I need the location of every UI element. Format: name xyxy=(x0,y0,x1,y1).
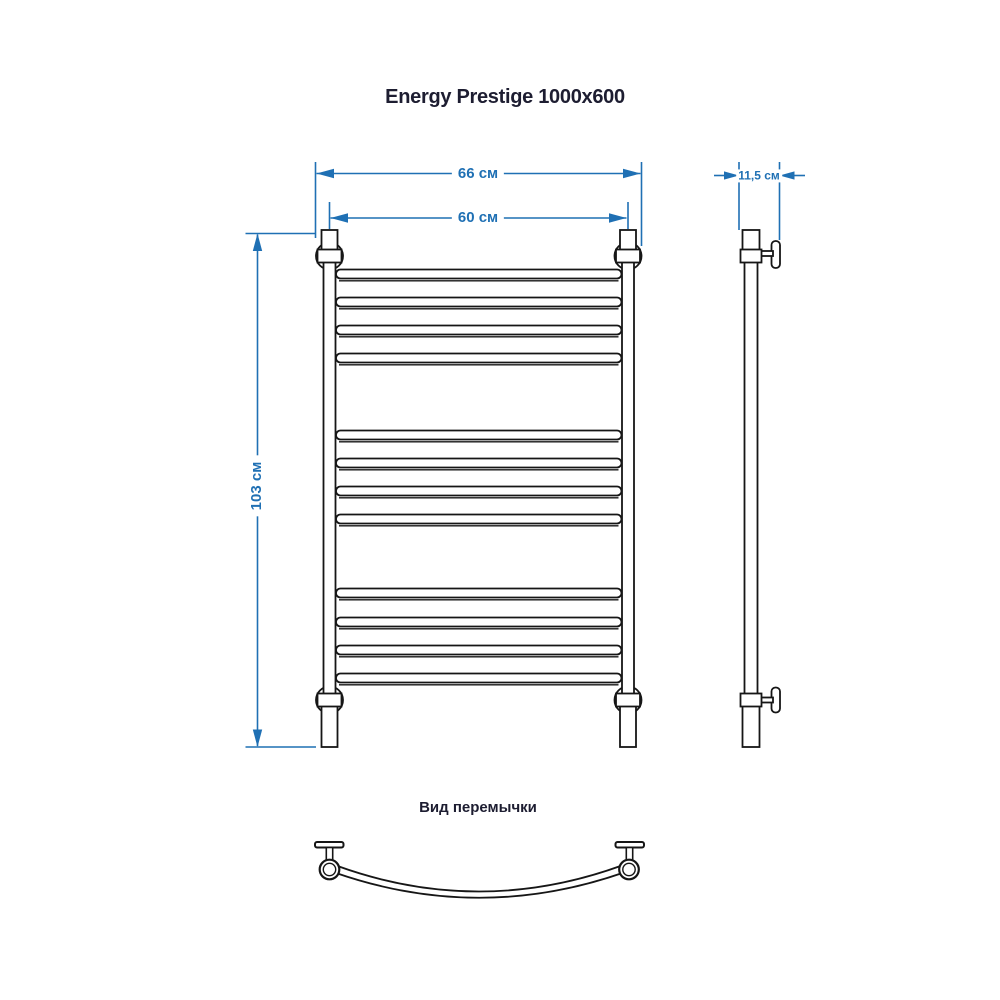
bracket-plate-top xyxy=(616,842,645,848)
crossbar-arc-bottom xyxy=(336,873,623,898)
crossbar-view-label: Вид перемычки xyxy=(419,798,537,816)
front-view xyxy=(316,230,642,747)
rung xyxy=(336,487,622,498)
arrowhead-left-icon xyxy=(317,169,335,178)
dim-width-axes-label: 60 см xyxy=(452,210,504,227)
arrowhead-right-icon xyxy=(623,169,641,178)
rung xyxy=(336,431,622,442)
arrowhead-up-icon xyxy=(253,234,262,252)
rail-profile xyxy=(743,230,760,747)
crossbar-view xyxy=(315,842,644,898)
rail-right xyxy=(620,230,636,747)
dim-width-outer-label: 66 см xyxy=(452,166,504,183)
bracket-stem xyxy=(626,848,632,861)
rail-top-cap xyxy=(322,230,338,251)
rail-section-inner-circle xyxy=(623,863,635,875)
rung-group-bottom xyxy=(336,589,622,685)
rung xyxy=(336,298,622,309)
rung xyxy=(336,270,622,281)
bracket-collar xyxy=(616,250,640,263)
rail-top-cap xyxy=(620,230,636,251)
rung xyxy=(336,326,622,337)
rail-section-inner-circle xyxy=(323,863,335,875)
rung xyxy=(336,354,622,365)
rail-tube xyxy=(745,250,758,694)
arrowhead-left-icon xyxy=(331,213,349,222)
rung-group-middle xyxy=(336,431,622,526)
rung-group-top xyxy=(336,270,622,365)
bracket-collar xyxy=(616,694,640,707)
dim-height-label: 103 см xyxy=(249,456,266,517)
rail-tube xyxy=(622,250,634,694)
bracket-collar xyxy=(318,250,342,263)
rung xyxy=(336,515,622,526)
drawing-title: Energy Prestige 1000x600 xyxy=(385,86,625,108)
rung xyxy=(336,459,622,470)
crossbar-arc-top xyxy=(338,866,621,892)
side-view xyxy=(741,230,781,747)
rung xyxy=(336,674,622,685)
arrowhead-down-icon xyxy=(253,730,262,748)
bracket-stem xyxy=(326,848,332,861)
bracket-collar xyxy=(741,250,762,263)
rail-top-cap xyxy=(743,230,760,251)
dim-depth-label: 11,5 см xyxy=(738,168,780,183)
arrowhead-right-icon xyxy=(609,213,627,222)
rung xyxy=(336,646,622,657)
bracket-plate-top xyxy=(315,842,344,848)
bracket-collar xyxy=(318,694,342,707)
rung xyxy=(336,618,622,629)
rung xyxy=(336,589,622,600)
rail-tube xyxy=(324,250,336,694)
rail-left xyxy=(322,230,338,747)
bracket-collar xyxy=(741,694,762,707)
